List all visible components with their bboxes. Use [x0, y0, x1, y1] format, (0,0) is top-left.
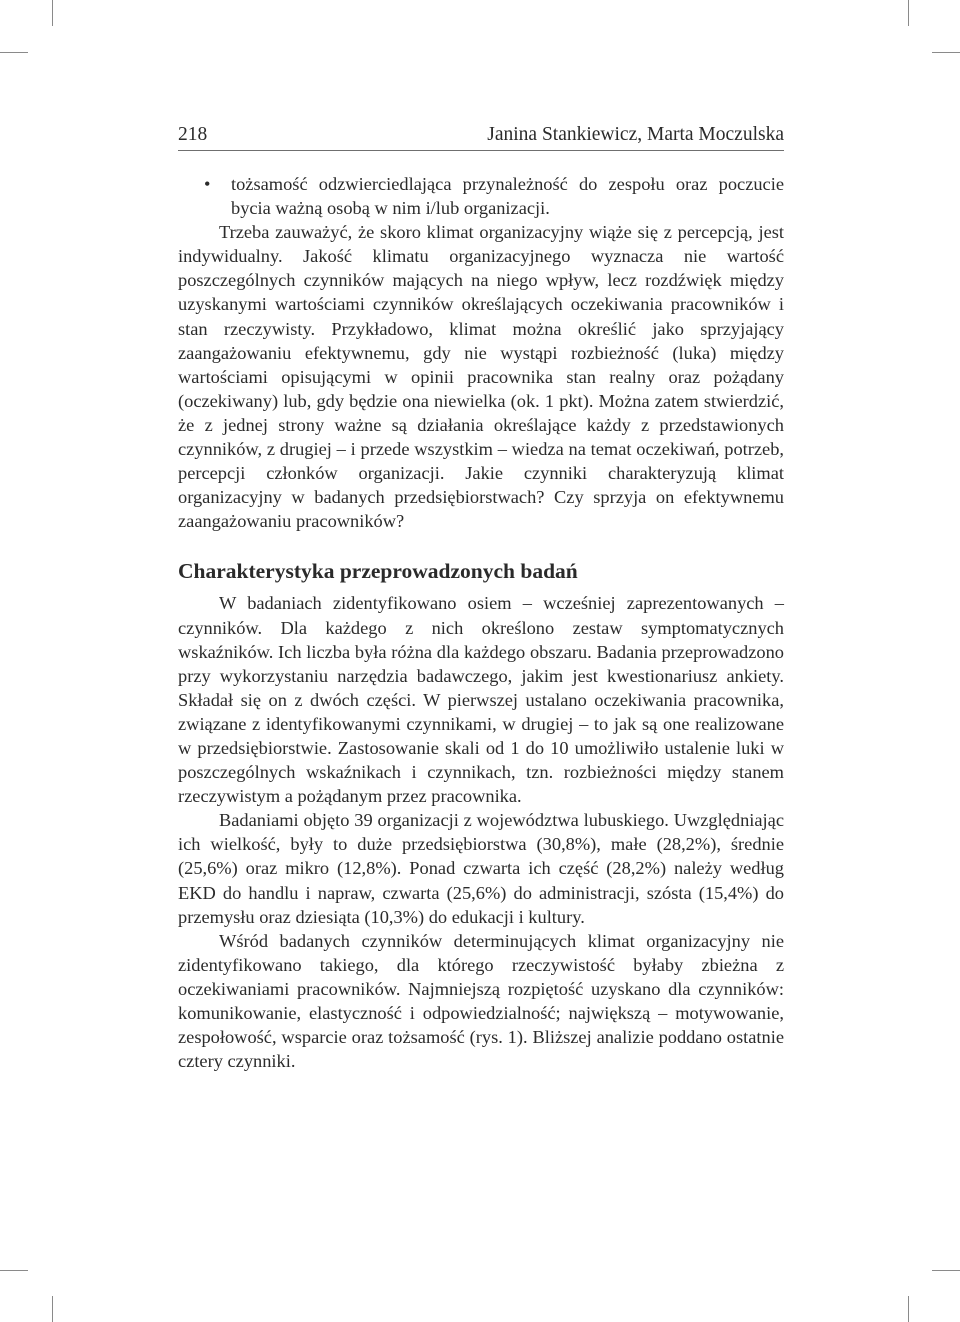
- crop-mark-left-top: [0, 52, 28, 53]
- body-paragraph-3: Badaniami objęto 39 organizacji z województwa lubuskiego. Uwzględniając ich wielkość, były to duże przedsiębiorstwa (30,8%), małe (28,2%), średnie (25,6%) oraz mikro (12,8%). Ponad czwarta ich część (28,2%) należy według EKD do handlu i napraw, czwarta (25,6%) do administracji, szósta (15,4%) do przemysłu oraz dziesiąta (10,3%) do edukacji i kultury.: [178, 810, 784, 927]
- body-paragraph-2: W badaniach zidentyfikowano osiem – wcześniej zaprezentowanych – czynników. Dla każdego z nich określono zestaw symptomatycznych wskaźników. Ich liczba była różna dla każdego obszaru. Badania przeprowadzono przy wykorzystaniu narzędzia badawczego, jakim jest kwestionariusz ankiety. Składał się on z dwóch części. W pierwszej ustalano oczekiwania pracownika, związane z identyfikowanymi czynnikami, w drugiej – to jak są one realizowane w przedsiębiorstwie. Zastosowanie skali od 1 do 10 umożliwiło ustalenie luki w poszczególnych wskaźnikach i czynnikach, tzn. rozbieżności między stanem rzeczywistym a pożądanym przez pracownika.: [178, 593, 784, 807]
- body-paragraph-1: Trzeba zauważyć, że skoro klimat organizacyjny wiąże się z percepcją, jest indywidualny. Jakość klimatu organizacyjnego wyznacza nie wartość poszczególnych czynników mających na niego wpływ, lecz rozdźwięk między uzyskanymi wartościami czynników określających oczekiwania pracowników i stan rzeczywisty. Przykładowo, klimat można określić jako sprzyjający zaangażowaniu efektywnemu, gdy nie wystąpi rozbieżność (luka) między wartościami opisującymi w opinii pracownika stan realny oraz pożądany (oczekiwany) lub, gdy będzie ona niewielka (ok. 1 pkt). Można zatem stwierdzić, że z jednej strony ważne są działania określające każdy z przedstawionych czynników, z drugiej – i przede wszystkim – wiedza na temat oczekiwań, potrzeb, percepcji członków organizacji. Jakie czynniki charakteryzują klimat organizacyjny w badanych przedsiębiorstwach? Czy sprzyja on efektywnemu zaangażowaniu pracowników?: [178, 222, 784, 532]
- crop-mark-right-top: [932, 52, 960, 53]
- bullet-icon: •: [204, 174, 211, 194]
- crop-mark-right-bottom: [932, 1270, 960, 1271]
- bullet-item-text: tożsamość odzwierciedlająca przynależność do zespołu oraz poczucie bycia ważną osobą w nim i/lub organizacji.: [231, 174, 784, 219]
- crop-mark-top-right: [908, 0, 909, 26]
- page-number: 218: [178, 124, 208, 145]
- crop-mark-top-left: [52, 0, 53, 26]
- crop-mark-bottom-right: [908, 1296, 909, 1322]
- running-header: [178, 122, 784, 148]
- body-paragraph-4: Wśród badanych czynników determinujących klimat organizacyjny nie zidentyfikowano takiego, dla którego rzeczywistość byłaby zbieżna z oczekiwaniami pracowników. Najmniejszą rozpiętość uzyskano dla czynników: komunikowanie, elastyczność i odpowiedzialność; największą – motywowanie, zespołowość, wsparcie oraz tożsamość (rys. 1). Bliższej analizie poddano ostatnie cztery czynniki.: [178, 930, 784, 1072]
- header-rule: [178, 150, 784, 151]
- crop-mark-left-bottom: [0, 1270, 28, 1271]
- section-heading: Charakterystyka przeprowadzonych badań: [178, 559, 578, 584]
- running-header-authors: Janina Stankiewicz, Marta Moczulska: [487, 124, 784, 145]
- crop-mark-bottom-left: [52, 1296, 53, 1322]
- page-body: [178, 172, 784, 1073]
- bullet-list-item: [178, 172, 784, 220]
